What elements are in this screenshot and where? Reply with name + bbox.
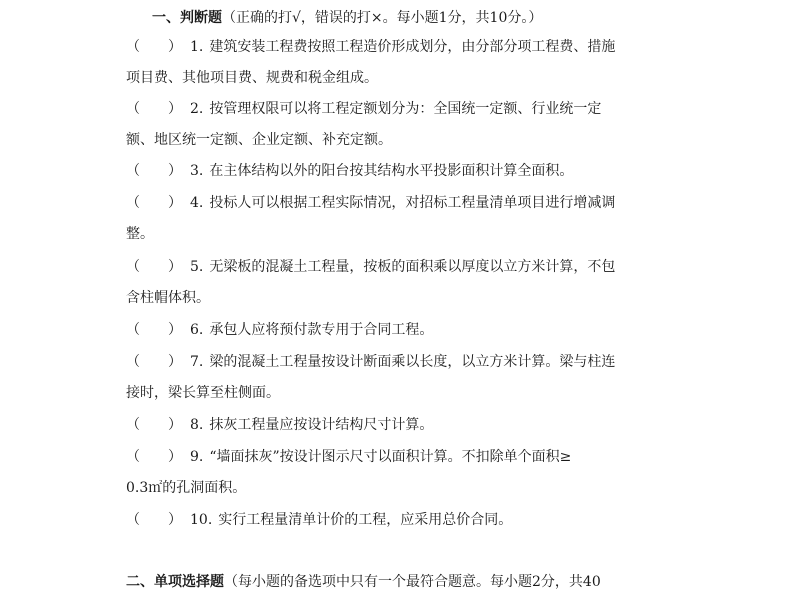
question-number: 9.	[190, 449, 204, 465]
question-number: 7.	[190, 354, 204, 370]
section-1-heading	[152, 9, 542, 27]
question-text: 按管理权限可以将工程定额划分为：全国统一定额、行业统一定	[209, 101, 602, 117]
question-text: “墙面抹灰”按设计图示尺寸以面积计算。不扣除单个面积≥	[209, 449, 572, 465]
answer-blank: （ ）	[126, 417, 182, 433]
section-1-title: 一、判断题	[152, 10, 222, 26]
question-text: 在主体结构以外的阳台按其结构水平投影面积计算全面积。	[209, 163, 574, 179]
question-2	[126, 100, 601, 118]
question-9-continued: 0.3㎡的孔洞面积。	[126, 480, 247, 496]
question-number: 1.	[190, 39, 204, 55]
question-4-continued: 整。	[126, 226, 154, 242]
answer-blank: （ ）	[126, 259, 182, 275]
question-number: 10.	[190, 512, 213, 528]
section-2-heading	[126, 573, 601, 591]
question-5	[126, 258, 615, 276]
question-number: 5.	[190, 259, 204, 275]
question-9	[126, 448, 571, 466]
question-5-continued: 含柱帽体积。	[126, 290, 210, 306]
question-4	[126, 194, 615, 212]
question-text: 投标人可以根据工程实际情况，对招标工程量清单项目进行增减调	[209, 195, 616, 211]
answer-blank: （ ）	[126, 512, 182, 528]
question-10	[126, 511, 512, 529]
answer-blank: （ ）	[126, 195, 182, 211]
question-number: 2.	[190, 101, 204, 117]
question-8	[126, 416, 433, 434]
question-text: 建筑安装工程费按照工程造价形成划分，由分部分项工程费、措施	[209, 39, 616, 55]
question-number: 3.	[190, 163, 204, 179]
question-text: 实行工程量清单计价的工程，应采用总价合同。	[218, 512, 513, 528]
section-2-title: 二、单项选择题	[126, 574, 224, 590]
question-text: 梁的混凝土工程量按设计断面乘以长度，以立方米计算。梁与柱连	[209, 354, 616, 370]
question-2-continued: 额、地区统一定额、企业定额、补充定额。	[126, 132, 392, 148]
answer-blank: （ ）	[126, 163, 182, 179]
question-3	[126, 162, 573, 180]
question-7	[126, 353, 615, 371]
question-6	[126, 321, 433, 339]
section-2-note: （每小题的备选项中只有一个最符合题意。每小题2分，共40	[224, 574, 601, 590]
question-1-continued: 项目费、其他项目费、规费和税金组成。	[126, 70, 378, 86]
question-number: 4.	[190, 195, 204, 211]
answer-blank: （ ）	[126, 39, 182, 55]
answer-blank: （ ）	[126, 449, 182, 465]
answer-blank: （ ）	[126, 354, 182, 370]
question-number: 8.	[190, 417, 204, 433]
question-text: 承包人应将预付款专用于合同工程。	[209, 322, 434, 338]
question-number: 6.	[190, 322, 204, 338]
answer-blank: （ ）	[126, 322, 182, 338]
question-7-continued: 接时，梁长算至柱侧面。	[126, 385, 280, 401]
question-text: 无梁板的混凝土工程量，按板的面积乘以厚度以立方米计算，不包	[209, 259, 616, 275]
answer-blank: （ ）	[126, 101, 182, 117]
question-1	[126, 38, 615, 56]
question-text: 抹灰工程量应按设计结构尺寸计算。	[209, 417, 434, 433]
section-1-note: （正确的打√，错误的打×。每小题1分，共10分。）	[222, 10, 543, 26]
